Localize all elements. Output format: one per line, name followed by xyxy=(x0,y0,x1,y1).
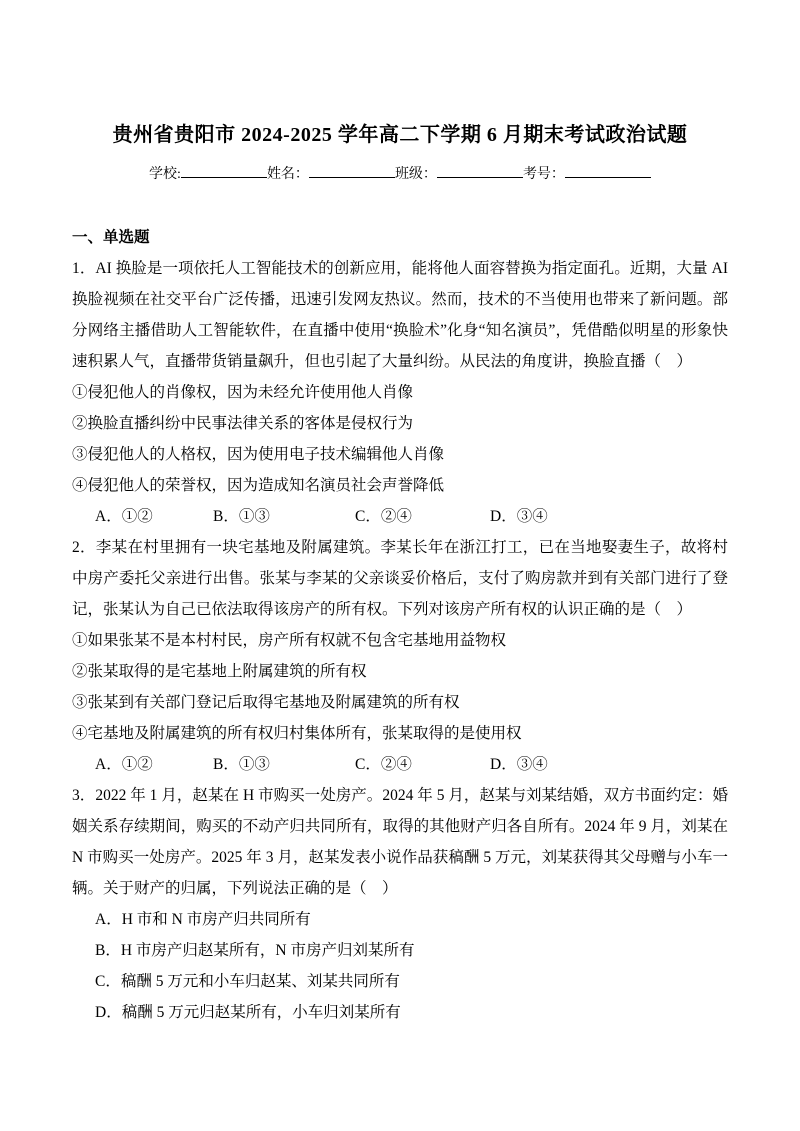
name-label: 姓名： xyxy=(266,167,309,182)
class-blank-field xyxy=(437,162,523,178)
question-2-option-c: C．②④ xyxy=(355,756,412,773)
exam-number-blank-field xyxy=(565,162,651,178)
name-blank-field xyxy=(309,162,395,178)
question-1-option-b: B．①③ xyxy=(213,508,270,525)
question-2-subitem-4: ④宅基地及附属建筑的所有权归村集体所有，张某取得的是使用权 xyxy=(72,725,522,742)
question-1-option-c: C．②④ xyxy=(355,508,412,525)
question-2-option-d: D．③④ xyxy=(490,756,548,773)
question-2-subitem-1: ①如果张某不是本村村民，房产所有权就不包含宅基地用益物权 xyxy=(72,632,507,649)
question-1 xyxy=(72,253,728,532)
question-1-subitem-4: ④侵犯他人的荣誉权，因为造成知名演员社会声誉降低 xyxy=(72,477,445,494)
school-blank-field xyxy=(181,162,267,178)
question-2-subitem-2: ②张某取得的是宅基地上附属建筑的所有权 xyxy=(72,663,367,680)
question-3 xyxy=(72,780,728,1028)
section-heading-single-choice: 一、单选题 xyxy=(72,229,150,246)
class-label: 班级： xyxy=(394,167,437,182)
question-2-stem: 2．李某在村里拥有一块宅基地及附属建筑。李某长年在浙江打工，已在当地娶妻生子，故将村中房产委托父亲进行出售。张某与李某的父亲谈妥价格后，支付了购房款并到有关部门进行了登记，张某认为自己已依法取得该房产的所有权。下列对该房产所有权的认识正确的是（ ） xyxy=(72,539,728,618)
question-1-option-a: A．①② xyxy=(95,508,153,525)
question-1-subitem-3: ③侵犯他人的人格权，因为使用电子技术编辑他人肖像 xyxy=(72,446,445,463)
exam-number-label: 考号： xyxy=(522,167,565,182)
school-label: 学校: xyxy=(149,167,181,182)
question-1-options-row xyxy=(72,501,728,532)
question-2 xyxy=(72,532,728,780)
question-2-options-row xyxy=(72,749,728,780)
question-2-subitem-3: ③张某到有关部门登记后取得宅基地及附属建筑的所有权 xyxy=(72,694,460,711)
question-1-subitem-1: ①侵犯他人的肖像权，因为未经允许使用他人肖像 xyxy=(72,384,414,401)
question-1-option-d: D．③④ xyxy=(490,508,548,525)
page-title: 贵州省贵阳市 2024-2025 学年高二下学期 6 月期末考试政治试题 xyxy=(112,124,688,146)
question-1-subitem-2: ②换脸直播纠纷中民事法律关系的客体是侵权行为 xyxy=(72,415,414,432)
question-2-option-a: A．①② xyxy=(95,756,153,773)
question-3-option-c: C．稿酬 5 万元和小车归赵某、刘某共同所有 xyxy=(95,973,400,990)
question-1-stem: 1．AI 换脸是一项依托人工智能技术的创新应用，能将他人面容替换为指定面孔。近期，大量 AI 换脸视频在社交平台广泛传播，迅速引发网友热议。然而，技术的不当使用也带来了新问题。部分网络主播借助人工智能软件，在直播中使用“换脸术”化身“知名演员”，凭借酷似明星的形象快速积累人气，直播带货销量飙升，但也引起了大量纠纷。从民法的角度讲，换脸直播（ ） xyxy=(72,260,728,370)
question-3-option-a: A．H 市和 N 市房产归共同所有 xyxy=(95,911,311,928)
question-3-option-b: B．H 市房产归赵某所有，N 市房产归刘某所有 xyxy=(95,942,415,959)
question-3-stem: 3．2022 年 1 月，赵某在 H 市购买一处房产。2024 年 5 月，赵某与刘某结婚，双方书面约定：婚姻关系存续期间，购买的不动产归共同所有，取得的其他财产归各自所有。2024 年 9 月，刘某在 N 市购买一处房产。2025 年 3 月，赵某发表小说作品获稿酬 5 万元，刘某获得其父母赠与小车一辆。关于财产的归属，下列说法正确的是（ ） xyxy=(72,787,728,897)
question-2-option-b: B．①③ xyxy=(213,756,270,773)
student-info-line xyxy=(72,162,728,186)
question-3-option-d: D．稿酬 5 万元归赵某所有，小车归刘某所有 xyxy=(95,1004,401,1021)
